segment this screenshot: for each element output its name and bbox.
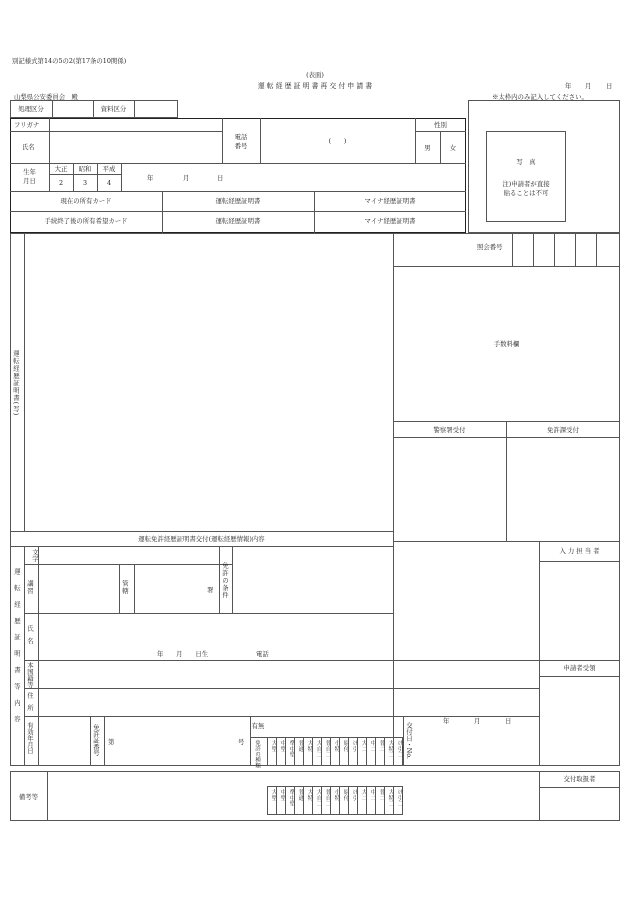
current-card-label: 現在の所有カード [60, 197, 112, 205]
photo-label: 写 真 [516, 158, 536, 166]
era-number-3[interactable]: 3 [82, 179, 88, 187]
letters-label: 文字 [31, 549, 39, 562]
license-type-cell-14[interactable] [393, 737, 403, 766]
remarks-type-cell-label: 原付 [342, 789, 348, 801]
issue-month: 月 [474, 717, 481, 725]
era-taisho: 大正 [54, 165, 68, 173]
era-heisei: 平成 [102, 165, 116, 173]
license-type-cell-label: 大型 [270, 740, 276, 752]
desired-card-label: 手続終了後の所有希望カード [44, 217, 128, 225]
remarks-type-cell-label: 大自二 [315, 789, 321, 807]
processing-class-label: 処理区分 [18, 105, 44, 113]
issue-handler-label: 交付取扱者 [563, 775, 596, 783]
conditions-label: 免許の条件 [221, 562, 229, 599]
birth-day: 日 [217, 174, 224, 182]
license-type-cell-label: 中型 [279, 740, 285, 752]
nationality-label: 本国籍等 [26, 662, 34, 688]
jurisdiction-label: 管轄 [121, 580, 129, 595]
birth-year: 年 [147, 174, 154, 182]
inquiry-number-label: 照会番号 [477, 243, 503, 251]
issue-year: 年 [443, 717, 450, 725]
photo-area[interactable] [486, 131, 566, 222]
desired-card-option-a[interactable]: 運転経歴証明書 [215, 217, 261, 225]
inquiry-number-field[interactable] [513, 234, 619, 265]
material-class-label: 資料区分 [100, 105, 127, 113]
license-type-cell-label: 原付 [342, 740, 348, 752]
birth-month: 月 [183, 174, 190, 182]
era-number-2[interactable]: 2 [58, 179, 64, 187]
license-type-cell-label: け引二 [396, 740, 402, 758]
remarks-type-cell-14[interactable] [393, 786, 403, 815]
date-day: 日 [606, 82, 613, 90]
remarks-type-cell-label: 準中型 [288, 789, 294, 807]
page-title: 運 転 経 歴 証 明 書 再 交 付 申 請 書 [257, 82, 373, 90]
license-type-cell-label: け引 [351, 740, 357, 752]
issuance-side-label: 運転経歴証明書等内容 [13, 568, 21, 732]
presence-label: 有無 [251, 722, 265, 730]
number-suffix: 号 [238, 738, 245, 746]
prefecture-label: 講習 [26, 580, 34, 595]
sex-female[interactable]: 女 [449, 144, 457, 152]
desired-card-option-b[interactable]: マイナ経歴証明書 [364, 217, 416, 225]
conditions-field[interactable] [233, 547, 392, 612]
remarks-type-cell-label: 大特二 [387, 789, 393, 807]
validity-label: 有効年月日 [26, 722, 34, 754]
number-prefix: 第 [108, 738, 115, 746]
issuance-section-title: 運転免許経歴証明書交付(運転経歴情報)内容 [138, 535, 265, 543]
furigana-input[interactable] [50, 119, 221, 131]
current-card-option-a[interactable]: 運転経歴証明書 [215, 197, 261, 205]
remarks-type-cell-label: け引二 [396, 789, 402, 807]
current-card-option-b[interactable]: マイナ経歴証明書 [364, 197, 416, 205]
license-type-label: 免許の種類 [254, 740, 260, 768]
era-showa: 昭和 [78, 165, 92, 173]
name-label: 氏名 [22, 143, 35, 151]
addressee: 山梨県公安委員会 殿 [14, 93, 78, 101]
license-reception-label: 免許課受付 [547, 426, 579, 434]
license-type-cell-label: 普通 [297, 740, 303, 752]
remarks-type-cell-label: 大二 [360, 789, 366, 801]
license-type-cell-label: 小特 [333, 740, 339, 752]
police-reception-label: 警察署受付 [433, 426, 466, 434]
sex-male[interactable]: 男 [424, 144, 431, 152]
instruction: ※太枠内のみ記入してください。 [492, 93, 588, 101]
license-type-cell-label: 普二 [378, 740, 384, 752]
sex-label: 性別 [434, 121, 447, 129]
name-input[interactable] [50, 132, 221, 162]
birth-label-2: 月日 [23, 177, 36, 185]
remarks-type-cell-label: 普通 [297, 789, 303, 801]
license-type-cell-label: 準中型 [288, 740, 294, 758]
photo-note-2: 貼ることは不可 [503, 189, 549, 197]
remarks-type-cell-label: 普自二 [324, 789, 330, 807]
license-type-cell-label: 普自二 [324, 740, 330, 758]
input-staff-label: 入 力 担 当 者 [559, 547, 600, 555]
issue-day: 日 [505, 717, 512, 725]
remarks-type-cell-label: 中二 [369, 789, 375, 801]
certificate-copy-label: 運転経歴証明書(写) [12, 350, 20, 417]
remarks-label: 備考等 [18, 793, 39, 801]
furigana-label: フリガナ [14, 121, 40, 129]
remarks-type-cell-label: 普二 [378, 789, 384, 801]
processing-class-field[interactable] [53, 101, 92, 117]
issue-date-label: 交付日・No. [405, 722, 413, 759]
remarks-type-cell-label: 小特 [333, 789, 339, 801]
issuance-phone-label: 電話 [256, 650, 269, 658]
form-number: 別記様式第14の5の2(第17条の10関係) [12, 57, 127, 65]
phone-label-1: 電話 [234, 133, 248, 141]
remarks-type-cell-label: 大型 [270, 789, 276, 801]
remarks-type-cell-label: 中型 [279, 789, 285, 801]
date-year: 年 [565, 82, 572, 90]
license-type-cell-label: 中二 [369, 740, 375, 752]
license-type-cell-label: 大二 [360, 740, 366, 752]
remarks-type-cell-label: け引 [351, 789, 357, 801]
material-class-field[interactable] [135, 101, 177, 117]
photo-note-1: 注)申請者が直接 [502, 180, 550, 188]
license-number-label: 免許証番号 [92, 724, 100, 756]
office-suffix: 署 [207, 586, 214, 594]
side-label: (表面) [306, 71, 324, 79]
license-type-cell-label: 大特二 [387, 740, 393, 758]
phone-input[interactable]: ( ) [328, 137, 347, 145]
issuance-name-label: 氏名 [26, 625, 34, 650]
remarks-type-cell-label: 大特 [306, 789, 312, 801]
era-number-4[interactable]: 4 [106, 179, 112, 187]
address-label: 住所 [26, 692, 34, 717]
fee-column-label: 手数料欄 [493, 340, 520, 348]
license-type-cell-label: 大特 [306, 740, 312, 752]
phone-label-2: 番号 [234, 142, 248, 150]
date-month: 月 [585, 82, 592, 90]
license-type-cell-label: 大自二 [315, 740, 321, 758]
birth-label-1: 生年 [23, 168, 36, 176]
applicant-reception-label: 申請者受領 [563, 664, 596, 672]
certificate-copy-area[interactable] [25, 234, 392, 530]
dob-label: 年 月 日生 [157, 650, 209, 658]
